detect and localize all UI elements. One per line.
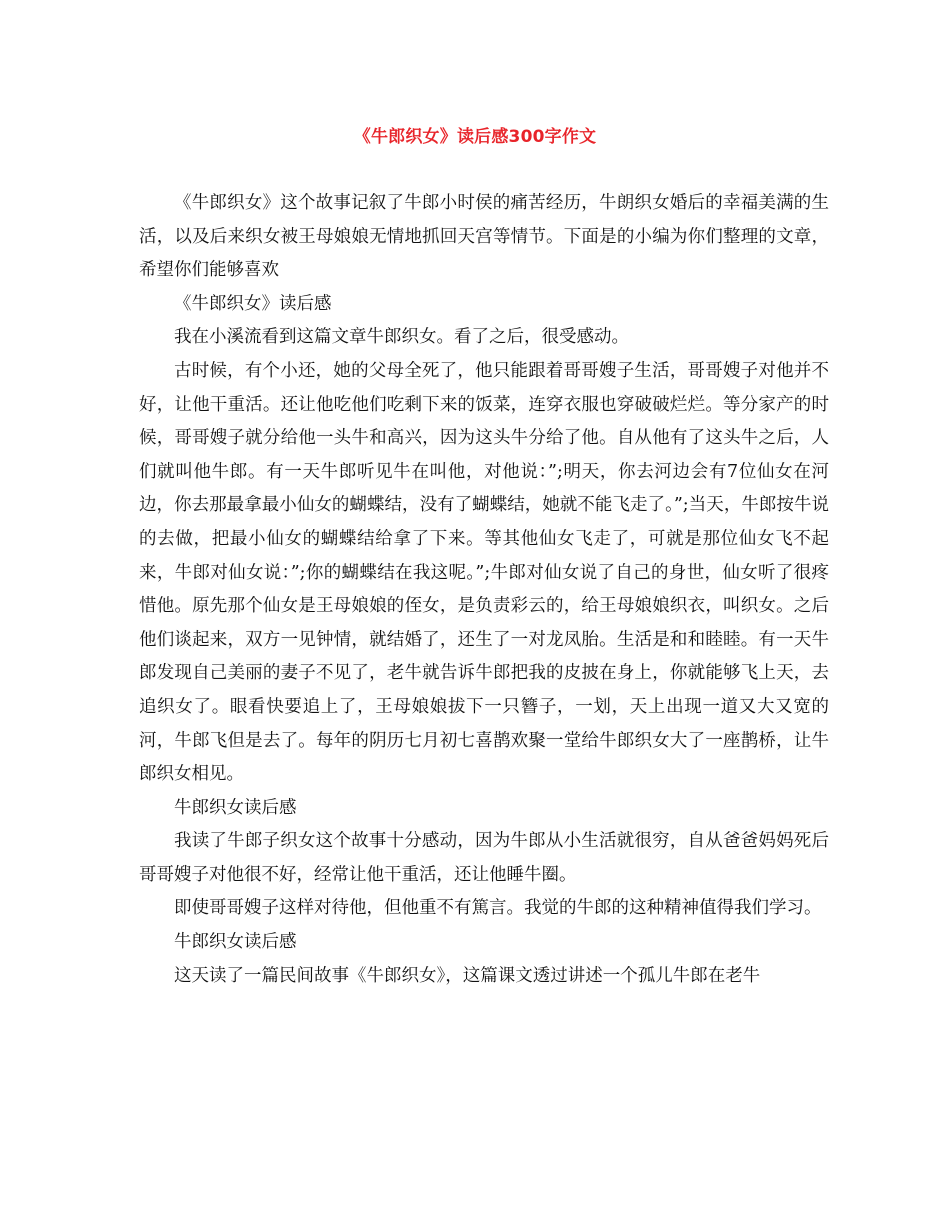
section-heading: 《牛郎织女》读后感 [174, 293, 332, 314]
body-paragraph: 古时候，有个小还，她的父母全死了，他只能跟着哥哥嫂子生活，哥哥嫂子对他并不好，让他干重活。还让他吃他们吃剩下来的饭菜，连穿衣服也穿破破烂烂。等分家产的时候，哥哥嫂子就分给他一头牛和高兴，因为这头牛分给了他。自从他有了这头牛之后，人们就叫他牛郎。有一天牛郎听见牛在叫他，对他说：”;明天，你去河边会有7位仙女在河边，你去那最拿最小仙女的蝴蝶结，没有了蝴蝶结，她就不能飞走了。”;当天，牛郎按牛说的去做，把最小仙女的蝴蝶结给拿了下来。等其他仙女飞走了，可就是那位仙女飞不起来，牛郎对仙女说：”;你的蝴蝶结在我这呢。”;牛郎对仙女说了自己的身世，仙女听了很疼惜他。原先那个仙女是王母娘娘的侄女，是负责彩云的，给王母娘娘织衣，叫织女。之后他们谈起来，双方一见钟情，就结婚了，还生了一对龙凤胎。生活是和和睦睦。有一天牛郎发现自己美丽的妻子不见了，老牛就告诉牛郎把我的皮披在身上，你就能够飞上天，去追织女了。眼看快要追上了，王母娘娘拔下一只簪子，一划，天上出现一道又大又宽的河，牛郎飞但是去了。每年的阴历七月初七喜鹊欢聚一堂给牛郎织女大了一座鹊桥，让牛郎织女相见。 [139, 360, 829, 785]
body-paragraph: 我读了牛郎子织女这个故事十分感动，因为牛郎从小生活就很穷，自从爸爸妈妈死后哥哥嫂子对他很不好，经常让他干重活，还让他睡牛圈。 [139, 831, 829, 885]
intro-paragraph: 《牛郎织女》这个故事记叙了牛郎小时侯的痛苦经历，牛朗织女婚后的幸福美满的生活，以及后来织女被王母娘娘无情地抓回天宫等情节。下面是的小编为你们整理的文章，希望你们能够喜欢 [139, 193, 829, 281]
page-title: 《牛郎织女》读后感300字作文 [353, 127, 597, 147]
section-heading: 牛郎织女读后感 [174, 797, 297, 818]
body-paragraph: 这天读了一篇民间故事《牛郎织女》，这篇课文透过讲述一个孤儿牛郎在老牛 [174, 965, 761, 986]
body-paragraph: 即使哥哥嫂子这样对待他，但他重不有篤言。我觉的牛郎的这种精神值得我们学习。 [174, 898, 822, 919]
body-paragraph: 我在小溪流看到这篇文章牛郎织女。看了之后，很受感动。 [174, 327, 629, 348]
document-body [139, 187, 829, 993]
section-heading: 牛郎织女读后感 [174, 932, 297, 953]
